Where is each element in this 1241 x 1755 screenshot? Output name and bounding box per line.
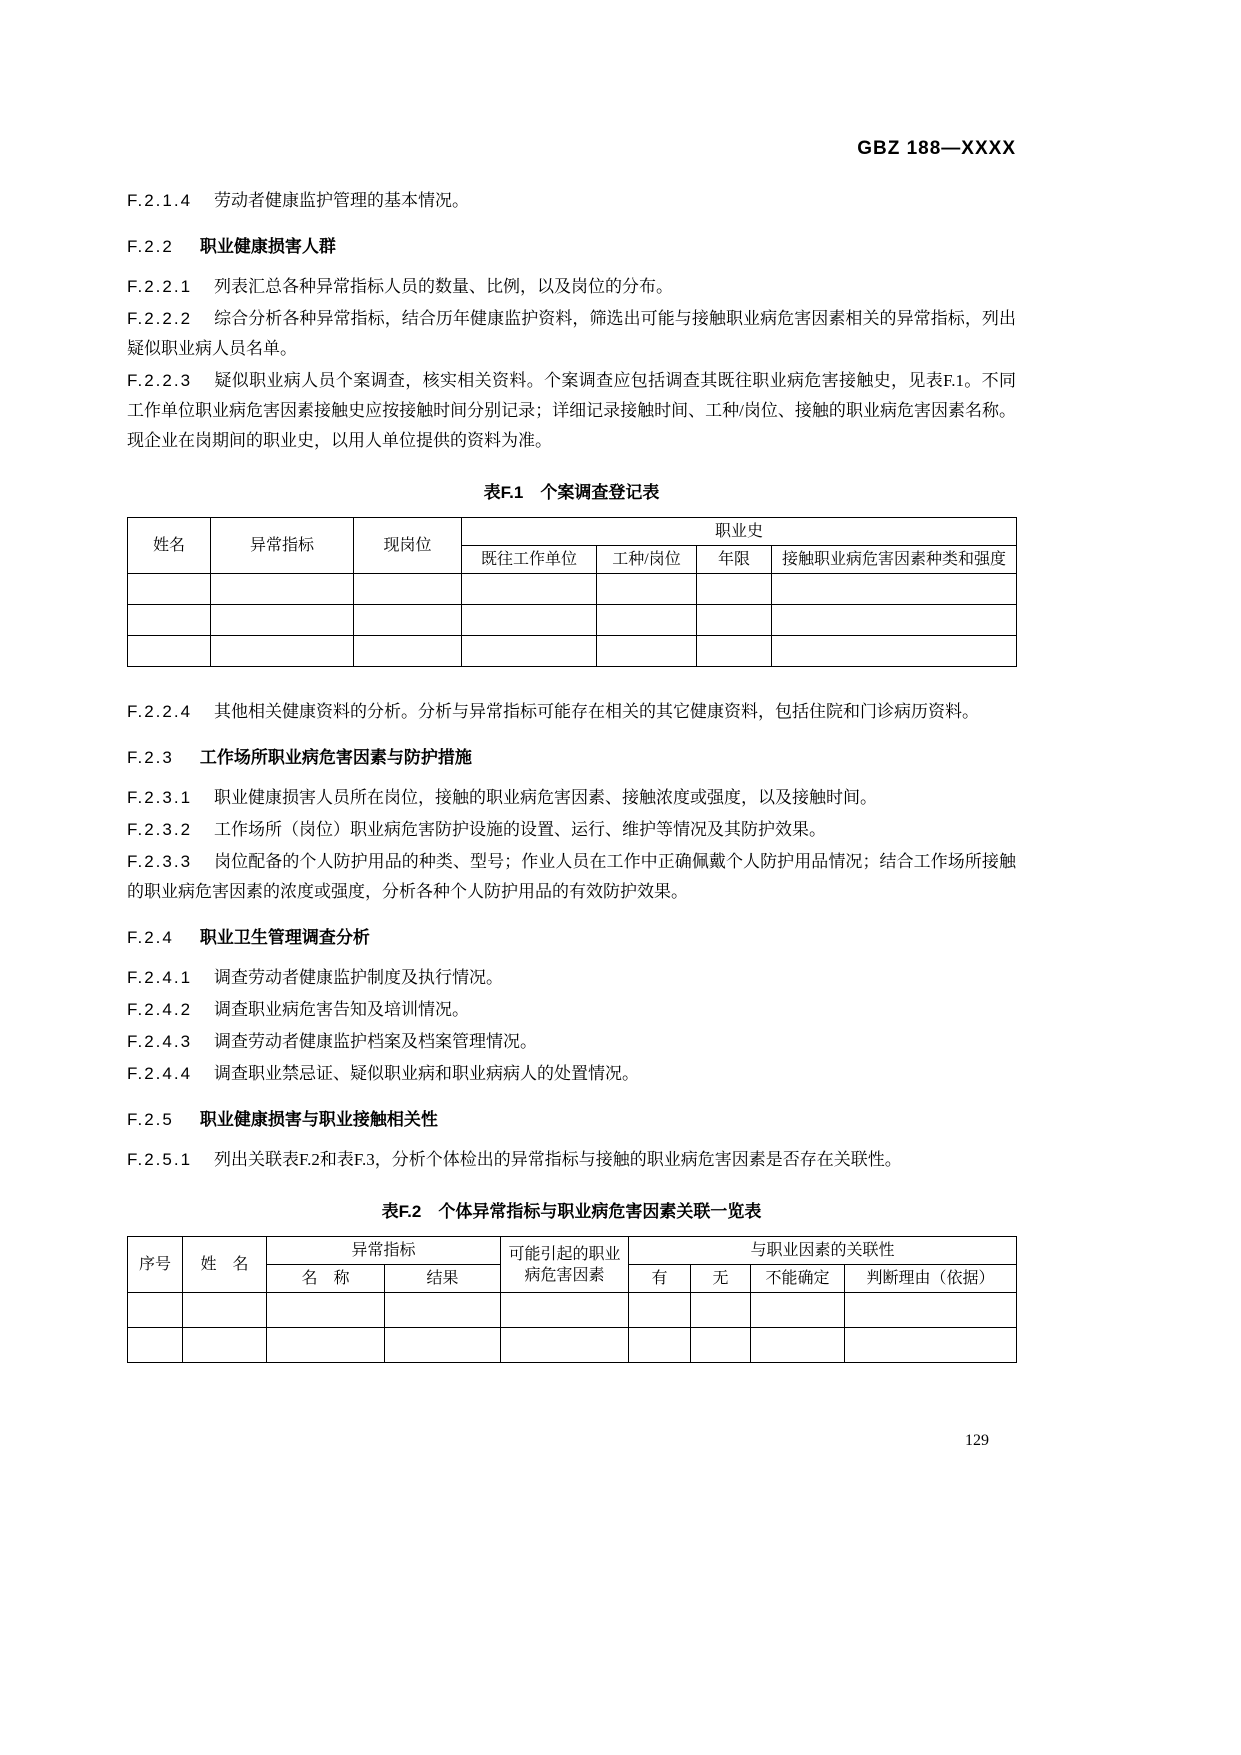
empty-cell <box>772 636 1017 667</box>
empty-cell <box>772 605 1017 636</box>
empty-cell <box>691 1328 751 1363</box>
clause-f232 <box>127 815 1016 845</box>
heading-f23 <box>127 743 1016 773</box>
clause-number: F.2.3.1 <box>127 788 193 807</box>
clause-number: F.2.2.1 <box>127 277 193 296</box>
empty-cell <box>697 574 772 605</box>
table-f2-caption: 表F.2 个体异常指标与职业病危害因素关联一览表 <box>381 1202 762 1221</box>
heading-number: F.2.4 <box>127 928 174 947</box>
clause-number: F.2.3.3 <box>127 852 193 871</box>
clause-f242 <box>127 995 1016 1025</box>
table-row <box>128 605 1017 636</box>
col-header-seq: 序号 <box>128 1237 183 1293</box>
clause-text: 调查职业病危害告知及培训情况。 <box>214 1000 470 1019</box>
col-header-no: 无 <box>691 1265 751 1293</box>
clause-text: 调查劳动者健康监护制度及执行情况。 <box>214 968 504 987</box>
col-header-name: 姓 名 <box>183 1237 267 1293</box>
clause-f224 <box>127 697 1016 727</box>
empty-cell <box>211 574 354 605</box>
empty-cell <box>183 1293 267 1328</box>
col-header-abnormal-indicator: 异常指标 <box>267 1237 501 1265</box>
clause-number: F.2.2.4 <box>127 702 193 721</box>
empty-cell <box>128 1293 183 1328</box>
table-f1-caption: 表F.1 个案调查登记表 <box>483 483 660 502</box>
empty-cell <box>597 574 697 605</box>
empty-cell <box>697 605 772 636</box>
col-header-occupational-history: 职业史 <box>462 518 1017 546</box>
spacer <box>127 673 1016 695</box>
table-f2-header-row-1 <box>128 1237 1017 1265</box>
empty-cell <box>385 1328 501 1363</box>
heading-title: 职业健康损害与职业接触相关性 <box>199 1110 438 1129</box>
empty-cell <box>597 636 697 667</box>
table-f1 <box>127 517 1017 667</box>
heading-number: F.2.3 <box>127 748 174 767</box>
empty-cell <box>697 636 772 667</box>
empty-cell <box>183 1328 267 1363</box>
empty-cell <box>845 1293 1017 1328</box>
empty-cell <box>211 605 354 636</box>
clause-number: F.2.1.4 <box>127 191 193 210</box>
col-header-judgment-reason: 判断理由（依据） <box>845 1265 1017 1293</box>
empty-cell <box>354 605 462 636</box>
clause-text: 综合分析各种异常指标，结合历年健康监护资料，筛选出可能与接触职业病危害因素相关的异常指标，列出疑似职业病人员名单。 <box>127 309 1016 358</box>
empty-cell <box>691 1293 751 1328</box>
clause-number: F.2.4.1 <box>127 968 193 987</box>
empty-cell <box>128 1328 183 1363</box>
clause-text: 岗位配备的个人防护用品的种类、型号；作业人员在工作中正确佩戴个人防护用品情况；结合工作场所接触的职业病危害因素的浓度或强度，分析各种个人防护用品的有效防护效果。 <box>127 852 1016 901</box>
empty-cell <box>751 1328 845 1363</box>
heading-title: 职业卫生管理调查分析 <box>199 928 370 947</box>
col-header-exposure-type-intensity: 接触职业病危害因素种类和强度 <box>772 546 1017 574</box>
empty-cell <box>597 605 697 636</box>
col-header-indicator-name: 名 称 <box>267 1265 385 1293</box>
table-row <box>128 574 1017 605</box>
standard-number-header: GBZ 188—XXXX <box>857 138 1016 159</box>
clause-number: F.2.4.3 <box>127 1032 193 1051</box>
empty-cell <box>128 605 211 636</box>
clause-number: F.2.3.2 <box>127 820 193 839</box>
clause-text: 列表汇总各种异常指标人员的数量、比例，以及岗位的分布。 <box>214 277 674 296</box>
heading-f25 <box>127 1105 1016 1135</box>
heading-title: 职业健康损害人群 <box>199 237 336 256</box>
clause-f241 <box>127 963 1016 993</box>
table-row <box>128 1293 1017 1328</box>
col-header-name: 姓名 <box>128 518 211 574</box>
empty-cell <box>629 1293 691 1328</box>
empty-cell <box>128 636 211 667</box>
empty-cell <box>501 1328 629 1363</box>
empty-cell <box>128 574 211 605</box>
clause-number: F.2.4.4 <box>127 1064 193 1083</box>
empty-cell <box>462 605 597 636</box>
clause-f223 <box>127 366 1016 456</box>
heading-title: 工作场所职业病危害因素与防护措施 <box>199 748 472 767</box>
clause-text: 列出关联表F.2和表F.3，分析个体检出的异常指标与接触的职业病危害因素是否存在关联性。 <box>214 1150 902 1169</box>
clause-f244 <box>127 1059 1016 1089</box>
empty-cell <box>267 1328 385 1363</box>
table-row <box>128 1328 1017 1363</box>
clause-f214 <box>127 186 1016 216</box>
clause-number: F.2.2.3 <box>127 371 193 390</box>
col-header-result: 结果 <box>385 1265 501 1293</box>
clause-text: 调查劳动者健康监护档案及档案管理情况。 <box>214 1032 538 1051</box>
heading-number: F.2.2 <box>127 237 174 256</box>
clause-f231 <box>127 783 1016 813</box>
clause-text: 职业健康损害人员所在岗位，接触的职业病危害因素、接触浓度或强度，以及接触时间。 <box>214 788 878 807</box>
empty-cell <box>354 574 462 605</box>
empty-cell <box>772 574 1017 605</box>
col-header-previous-employer: 既往工作单位 <box>462 546 597 574</box>
page-number: 129 <box>965 1432 989 1449</box>
table-row <box>128 636 1017 667</box>
empty-cell <box>845 1328 1017 1363</box>
empty-cell <box>267 1293 385 1328</box>
col-header-abnormal-indicator: 异常指标 <box>211 518 354 574</box>
clause-text: 劳动者健康监护管理的基本情况。 <box>214 191 470 210</box>
col-header-current-post: 现岗位 <box>354 518 462 574</box>
col-header-years: 年限 <box>697 546 772 574</box>
clause-number: F.2.2.2 <box>127 309 193 328</box>
col-header-job-post: 工种/岗位 <box>597 546 697 574</box>
heading-f22 <box>127 232 1016 262</box>
clause-text: 调查职业禁忌证、疑似职业病和职业病病人的处置情况。 <box>214 1064 640 1083</box>
heading-number: F.2.5 <box>127 1110 174 1129</box>
clause-f221 <box>127 272 1016 302</box>
empty-cell <box>211 636 354 667</box>
clause-f251 <box>127 1145 1016 1175</box>
empty-cell <box>462 636 597 667</box>
clause-text: 其他相关健康资料的分析。分析与异常指标可能存在相关的其它健康资料，包括住院和门诊病历资料。 <box>214 702 980 721</box>
clause-f233 <box>127 847 1016 907</box>
clause-f222 <box>127 304 1016 364</box>
empty-cell <box>462 574 597 605</box>
clause-number: F.2.4.2 <box>127 1000 193 1019</box>
clause-number: F.2.5.1 <box>127 1150 193 1169</box>
clause-text: 工作场所（岗位）职业病危害防护设施的设置、运行、维护等情况及其防护效果。 <box>214 820 827 839</box>
clause-text: 疑似职业病人员个案调查，核实相关资料。个案调查应包括调查其既往职业病危害接触史，见表F.1。不同工作单位职业病危害因素接触史应按接触时间分别记录；详细记录接触时间、工种/岗位、接触的职业病危害因素名称。现企业在岗期间的职业史，以用人单位提供的资料为准。 <box>127 371 1016 450</box>
empty-cell <box>751 1293 845 1328</box>
table-f2 <box>127 1236 1017 1363</box>
col-header-relevance: 与职业因素的关联性 <box>629 1237 1017 1265</box>
empty-cell <box>501 1293 629 1328</box>
clause-f243 <box>127 1027 1016 1057</box>
empty-cell <box>385 1293 501 1328</box>
col-header-uncertain: 不能确定 <box>751 1265 845 1293</box>
table-f1-header-row-1 <box>128 518 1017 546</box>
heading-f24 <box>127 923 1016 953</box>
empty-cell <box>629 1328 691 1363</box>
col-header-yes: 有 <box>629 1265 691 1293</box>
col-header-possible-hazard: 可能引起的职业病危害因素 <box>501 1237 629 1293</box>
empty-cell <box>354 636 462 667</box>
